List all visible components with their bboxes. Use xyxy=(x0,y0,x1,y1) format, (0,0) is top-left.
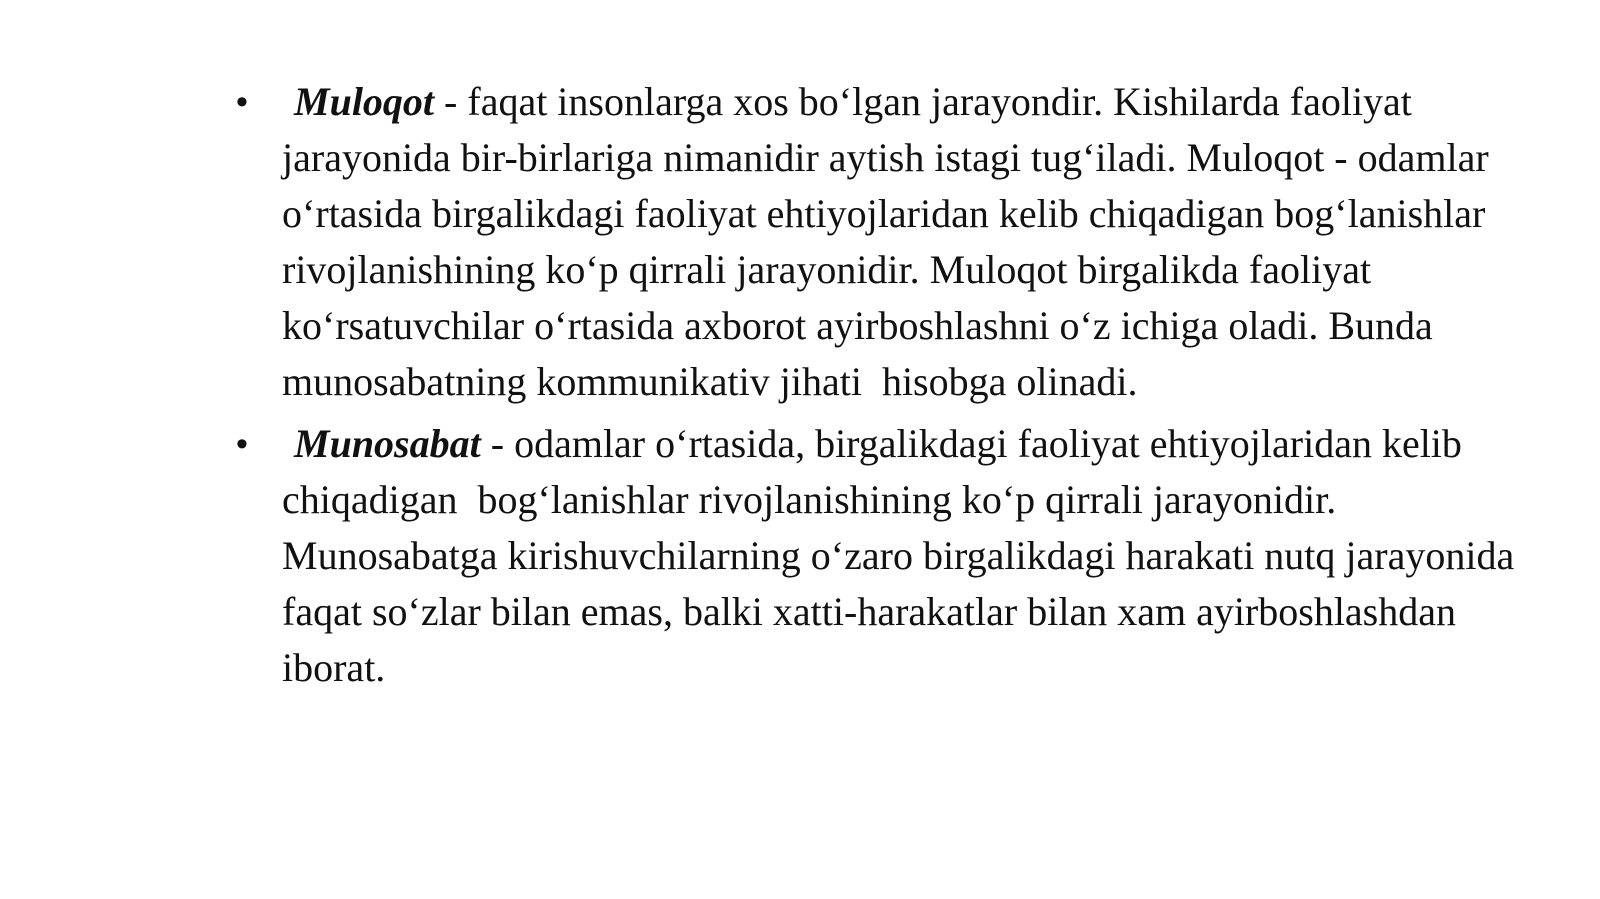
bullet-marker: • xyxy=(236,425,248,463)
term-munosabat: Munosabat xyxy=(294,421,481,466)
term-muloqot: Muloqot xyxy=(294,79,435,124)
slide-body xyxy=(236,74,1526,696)
definition-muloqot: - faqat insonlarga xos bo‘lgan jarayondir. Kishilarda faoliyat jarayonida bir-birlariga nimanidir aytish istagi tug‘iladi. Muloqot - odamlar o‘rtasida birgalikdagi faoliyat ehtiyojlaridan kelib chiqadigan bog‘lanishlar rivojlanishining ko‘p qirrali jarayonidir. Muloqot birgalikda faoliyat ko‘rsatuvchilar o‘rtasida axborot ayirboshlashni o‘z ichiga oladi. Bunda munosabatning kommunikativ jihati hisobga olinadi. xyxy=(282,79,1499,404)
bullet-item-munosabat xyxy=(236,416,1526,696)
bullet-item-muloqot xyxy=(236,74,1526,410)
bullet-marker: • xyxy=(236,83,248,121)
definition-munosabat: - odamlar o‘rtasida, birgalikdagi faoliyat ehtiyojlaridan kelib chiqadigan bog‘lanishlar rivojlanishining ko‘p qirrali jarayonidir. Munosabatga kirishuvchilarning o‘zaro birgalikdagi harakati nutq jarayonida faqat so‘zlar bilan emas, balki xatti-harakatlar bilan xam ayirboshlashdan iborat. xyxy=(282,421,1525,690)
